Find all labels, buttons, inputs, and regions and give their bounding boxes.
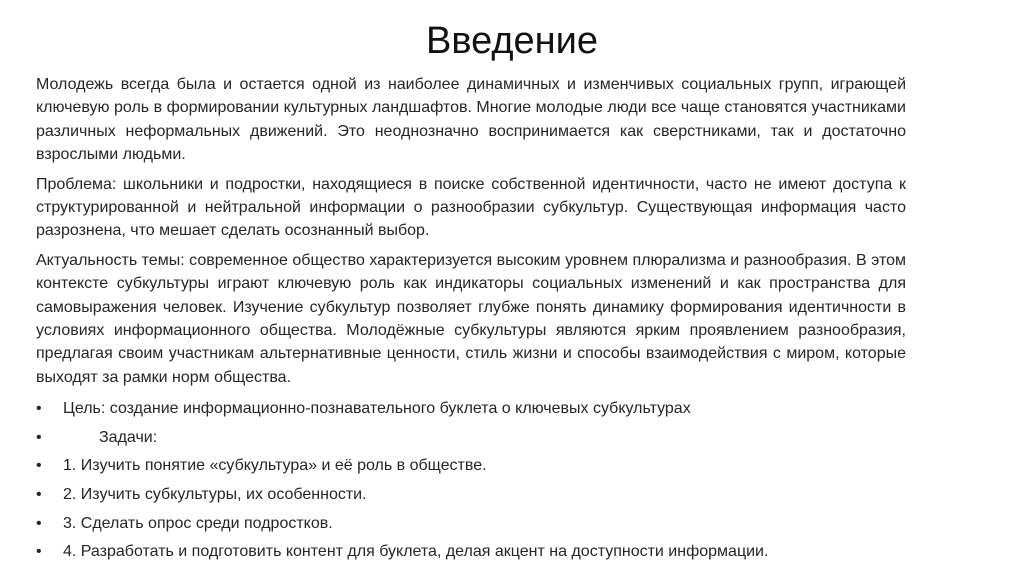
intro-paragraph: Молодежь всегда была и остается одной из наиболее динамичных и изменчивых социальных групп, играющей ключевую роль в формировании культурных ландшафтов. Многие молодые люди все чаще становятся участниками различных неформальных движений. Это неоднозначно воспринимается как сверстниками, так и достаточно взрослыми людьми. — [36, 76, 906, 164]
bullet-marker: • — [36, 543, 42, 561]
slide-title: Введение — [425, 20, 599, 62]
bullet-marker: • — [36, 400, 42, 418]
bullet-item-task-2: • 2. Изучить субкультуры, их особенности. — [36, 481, 906, 510]
slide-content — [36, 73, 906, 567]
bullet-item-task-3: • 3. Сделать опрос среди подростков. — [36, 510, 906, 539]
relevance-paragraph: Актуальность темы: современное общество характеризуется высоким уровнем плюрализма и разнообразия. В этом контексте субкультуры играют ключевую роль как индикаторы социальных изменений и как пространства для самовыражения человек. Изучение субкультур позволяет глубже понять динамику формирования идентичности в условиях информационного общества. Молодёжные субкультуры являются ярким проявлением разнообразия, предлагая своим участникам альтернативные ценности, стиль жизни и способы взаимодействия с миром, которые выходят за рамки норм общества. — [36, 251, 906, 386]
bullet-item-tasks-heading: • Задачи: — [36, 424, 906, 453]
bullet-marker: • — [36, 457, 42, 475]
bullet-item-task-1: • 1. Изучить понятие «субкультура» и её роль в обществе. — [36, 452, 906, 481]
bullet-list — [36, 395, 906, 567]
problem-paragraph: Проблема: школьники и подростки, находящиеся в поиске собственной идентичности, часто не имеют доступа к структурированной и нейтральной информации о разнообразии субкультур. Существующая информация часто разрознена, что мешает сделать осознанный выбор. — [36, 175, 906, 240]
bullet-marker: • — [36, 486, 42, 504]
bullet-item-goal: • Цель: создание информационно-познавательного буклета о ключевых субкультурах — [36, 395, 906, 424]
bullet-marker: • — [36, 428, 42, 446]
bullet-item-task-4: • 4. Разработать и подготовить контент для буклета, делая акцент на доступности информации. — [36, 538, 906, 567]
bullet-marker: • — [36, 514, 42, 532]
